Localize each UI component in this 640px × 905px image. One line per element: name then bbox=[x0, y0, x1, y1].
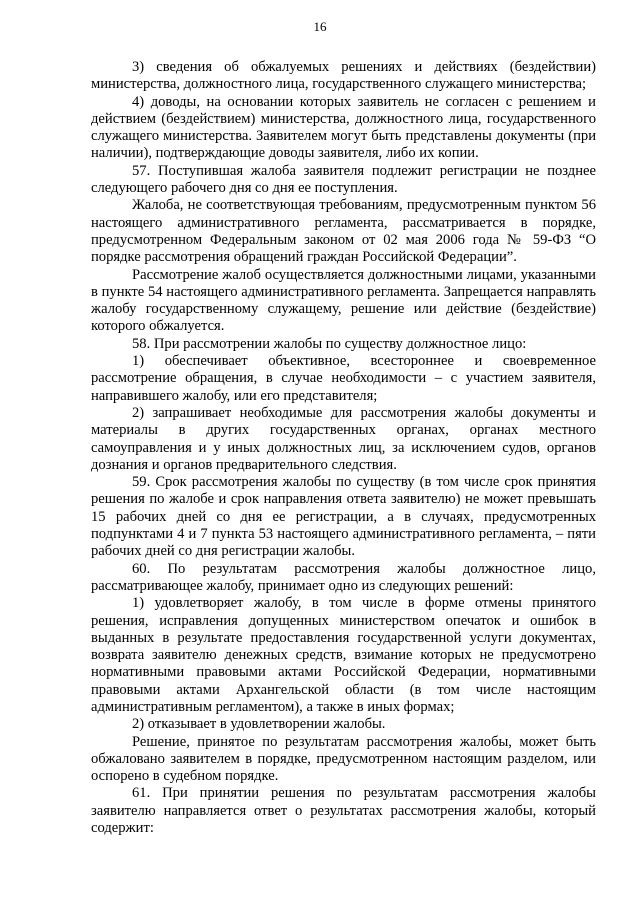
paragraph-59-review-period: 59. Срок рассмотрения жалобы по существу (в том числе срок принятия решения по жалобе и срок направления ответа заявителю) не может превышать 15 рабочих дней со дня ее регистрации, а в случаях, предусмотренных подпунктами 4 и 7 пункта 53 настоящего административного регламента, – пяти рабочих дней со дня регистрации жалобы. bbox=[91, 474, 596, 560]
paragraph-58-item-1: 1) обеспечивает объективное, всестороннее и своевременное рассмотрение обращения, в случае необходимости – с участием заявителя, направившего жалобу, или его представителя; bbox=[91, 353, 596, 404]
paragraph-item-3-info-on-appealed-decisions: 3) сведения об обжалуемых решениях и действиях (бездействии) министерства, должностного лица, государственного служащего министерства; bbox=[91, 59, 596, 93]
page-number: 16 bbox=[313, 19, 327, 34]
paragraph-60-decisions: 60. По результатам рассмотрения жалобы должностное лицо, рассматривающее жалобу, принимает одно из следующих решений: bbox=[91, 560, 596, 594]
paragraph-60-item-2-refuse: 2) отказывает в удовлетворении жалобы. bbox=[132, 716, 386, 733]
paragraph-61-response: 61. При принятии решения по результатам рассмотрения жалобы заявителю направляется ответ о результатах рассмотрения жалобы, который содержит: bbox=[91, 785, 596, 837]
paragraph-57-registration: 57. Поступившая жалоба заявителя подлежит регистрации не позднее следующего рабочего дня со дня ее поступления. bbox=[91, 162, 596, 197]
page-content bbox=[91, 59, 596, 837]
paragraph-review-officials: Рассмотрение жалоб осуществляется должностными лицами, указанными в пункте 54 настоящего административного регламента. Запрещается направлять жалобу государственному служащему, решение или действие (бездействие) которого обжалуется. bbox=[91, 266, 596, 335]
paragraph-item-4-arguments: 4) доводы, на основании которых заявитель не согласен с решением и действием (бездействием) министерства, должностного лица, государственного служащего министерства. Заявителем могут быть представлены документы (при наличии), подтверждающие доводы заявителя, либо их копии. bbox=[91, 93, 596, 162]
paragraph-58-item-2: 2) запрашивает необходимые для рассмотрения жалобы документы и материалы в других государственных органах, органах местного самоуправления и у иных должностных лиц, за исключением судов, органов дознания и органов предварительного следствия. bbox=[91, 404, 596, 473]
paragraph-60-item-1-satisfy: 1) удовлетворяет жалобу, в том числе в форме отмены принятого решения, исправления допущенных министерством опечаток и ошибок в выданных в результате предоставления государственной услуги документах, возврата заявителю денежных средств, взимание которых не предусмотрено нормативными правовыми актами Российской Федерации, нормативными правовыми актами Архангельской области (в том числе настоящим административным регламентом), а также в иных формах; bbox=[91, 595, 596, 715]
paragraph-noncompliant-complaint: Жалоба, не соответствующая требованиям, предусмотренным пунктом 56 настоящего административного регламента, рассматривается в порядке, предусмотренном Федеральным законом от 02 мая 2006 года № 59-ФЗ “О порядке рассмотрения обращений граждан Российской Федерации”. bbox=[91, 197, 596, 266]
paragraph-58-review-on-merits: 58. При рассмотрении жалобы по существу должностное лицо: bbox=[132, 335, 527, 352]
paragraph-decision-appeal: Решение, принятое по результатам рассмотрения жалобы, может быть обжаловано заявителем в порядке, предусмотренном настоящим разделом, или оспорено в судебном порядке. bbox=[91, 733, 596, 785]
